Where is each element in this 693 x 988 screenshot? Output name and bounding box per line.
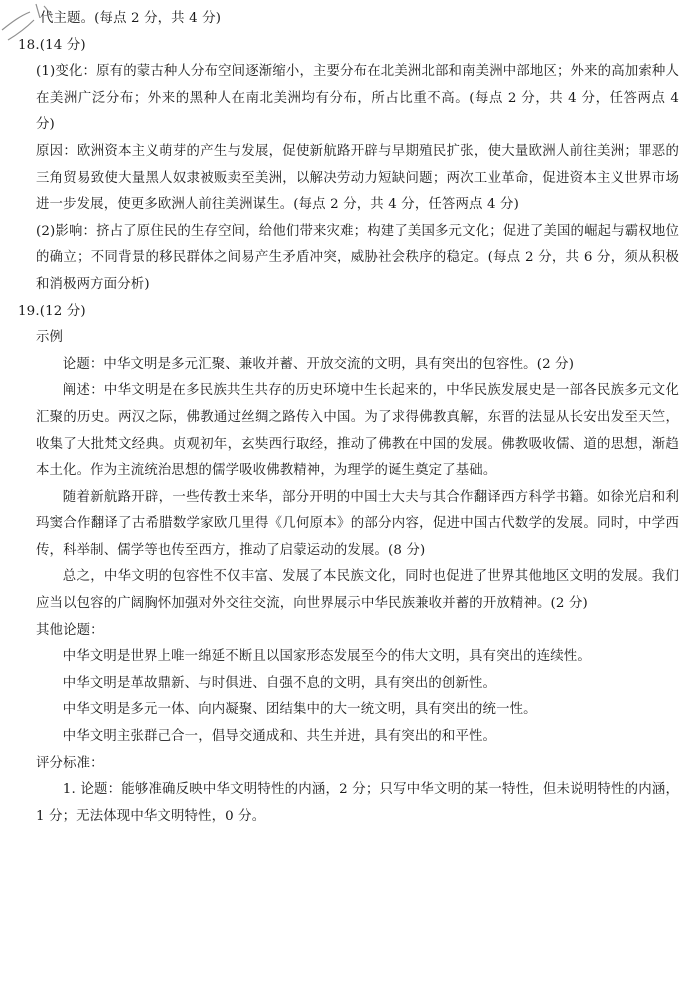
question-18-part-1-reason: 原因：欧洲资本主义萌芽的产生与发展，促使新航路开辟与早期殖民扩张，使大量欧洲人前往美洲；罪恶的三角贸易致使大量黑人奴隶被贩卖至美洲，以解决劳动力短缺问题；两次工业革命，促进资本主义世界市场进一步发展，使更多欧洲人前往美洲谋生。(每点 2 分，共 4 分，任答两点 4 分) [36,143,679,213]
question-19-conclusion: 总之，中华文明的包容性不仅丰富、发展了本民族文化，同时也促进了世界其他地区文明的发展。我们应当以包容的广阔胸怀加强对外交往交流，向世界展示中华民族兼收并蓄的开放精神。(2 分) [36,569,679,612]
question-19-thesis: 论题：中华文明是多元汇聚、兼收并蓄、开放交流的文明，具有突出的包容性。(2 分) [62,356,575,372]
question-19-other-theses-label: 其他论题： [36,622,104,638]
question-19-other-thesis: 中华文明主张群己合一，倡导交通成和、共生并进，具有突出的和平性。 [62,729,497,745]
question-18-part-2-impact: (2)影响：挤占了原住民的生存空间，给他们带来灾难；构建了美国多元文化；促进了美国的崛起与霸权地位的确立；不同背景的移民群体之间易产生矛盾冲突，威胁社会秩序的稳定。(每点 2 分，共 6 分，须从积极和消极两方面分析) [36,223,679,292]
question-19-other-thesis: 中华文明是世界上唯一绵延不断且以国家形态发展至今的伟大文明，具有突出的连续性。 [62,649,591,665]
question-19-argument-2: 随着新航路开辟，一些传教士来华，部分开明的中国士大夫与其合作翻译西方科学书籍。如徐光启和利玛窦合作翻译了古希腊数学家欧几里得《几何原本》的部分内容，促进中国古代数学的发展。同时，中学西传，科举制、儒学等也传至西方，推动了启蒙运动的发展。(8 分) [36,489,679,558]
question-19-argument-1: 阐述：中华文明是在多民族共生共存的历史环境中生长起来的，中华民族发展史是一部各民族多元文化汇聚的历史。两汉之际，佛教通过丝绸之路传入中国。为了求得佛教真解，东晋的法显从长安出发至天竺，收集了大批梵文经典。贞观初年，玄奘西行取经，推动了佛教在中国的发展。佛教吸收儒、道的思想，渐趋本土化。作为主流统治思想的儒学吸收佛教精神，为理学的诞生奠定了基础。 [36,383,679,479]
question-19-other-thesis: 中华文明是多元一体、向内凝聚、团结集中的大一统文明，具有突出的统一性。 [62,702,537,718]
question-18-part-1-change: (1)变化：原有的蒙古种人分布空间逐渐缩小，主要分布在北美洲北部和南美洲中部地区；外来的高加索种人在美洲广泛分布；外来的黑种人在南北美洲均有分布，所占比重不高。(每点 2 分，共 4 分，任答两点 4 分) [36,64,679,133]
question-19-heading: 19.(12 分) [18,303,86,319]
question-18-heading: 18.(14 分) [18,37,86,53]
question-19-criteria-item-1: 1. 论题：能够准确反映中华文明特性的内涵，2 分；只写中华文明的某一特性，但未说明特性的内涵，1 分；无法体现中华文明特性，0 分。 [36,782,679,824]
question-19-other-thesis: 中华文明是革故鼎新、与时俱进、自强不息的文明，具有突出的创新性。 [62,675,497,691]
question-19-criteria-label: 评分标准： [36,755,104,771]
question-19-example-label: 示例 [36,330,64,346]
previous-answer-fragment: 代主题。(每点 2 分，共 4 分) [40,11,222,26]
